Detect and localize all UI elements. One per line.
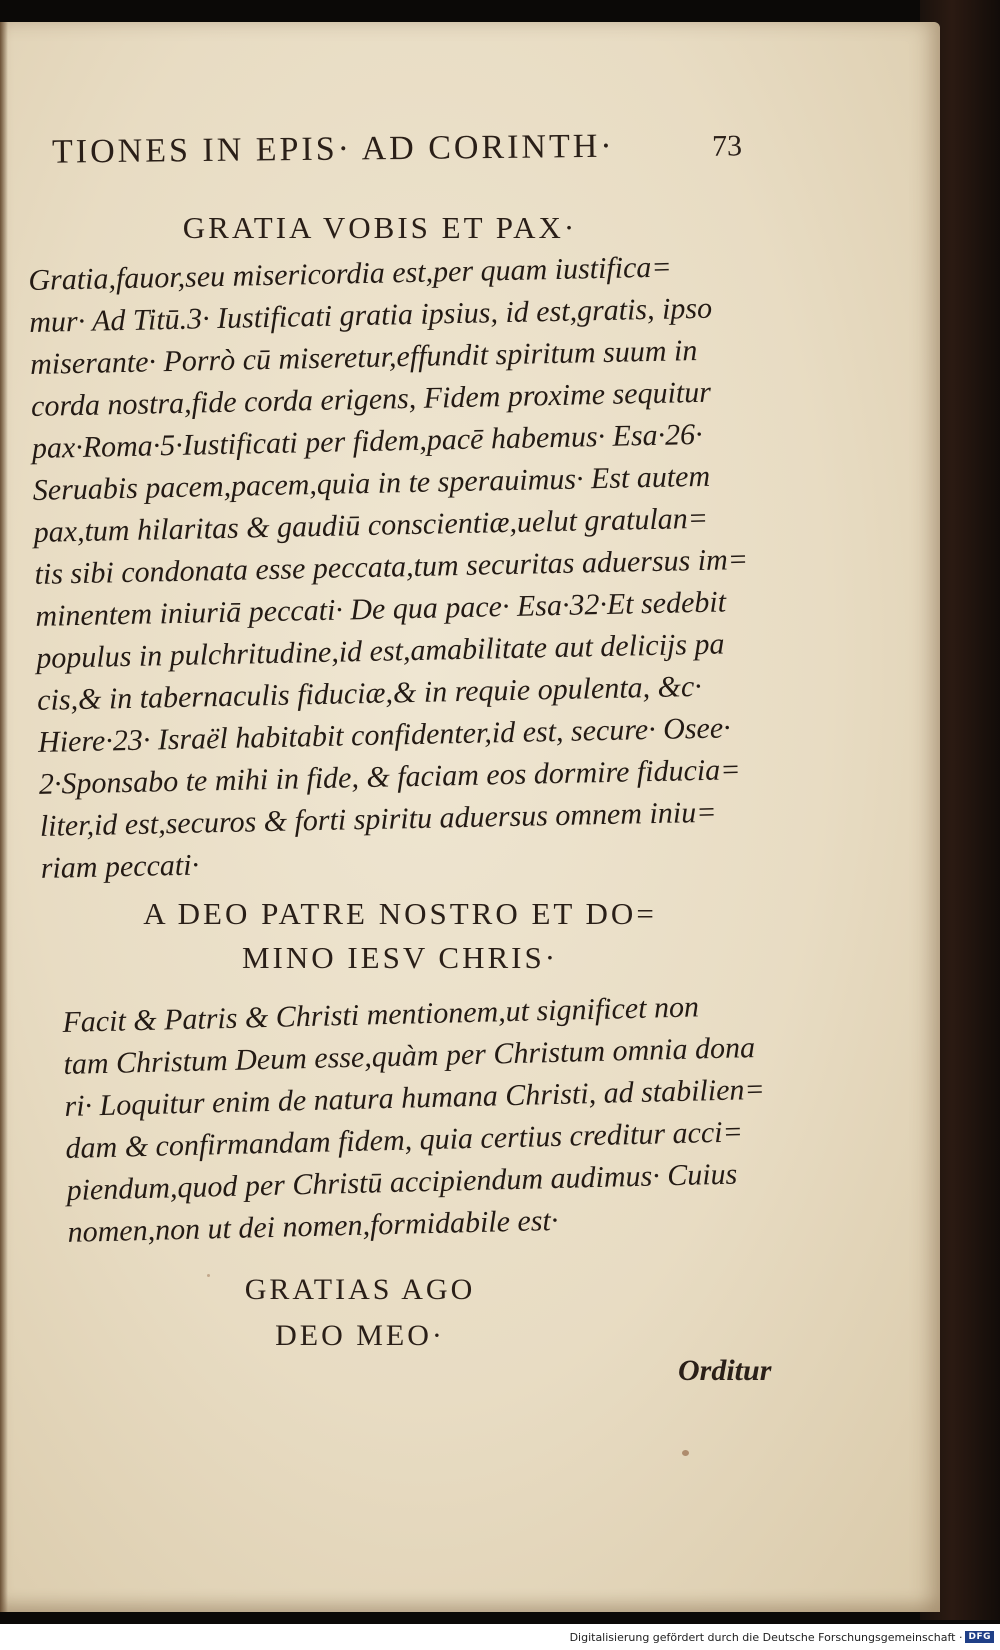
dfg-logo: DFG [965, 1631, 994, 1643]
heading-line: A DEO PATRE NOSTRO ET DO= [143, 896, 657, 931]
section-heading-a-deo [70, 892, 730, 980]
text-line: tam Christum Deum esse,quàm per Christum omnia dona [63, 1031, 756, 1081]
text-line: corda nostra,fide corda erigens, Fidem proxime sequitur [30, 375, 712, 423]
text-line: populus in pulchritudine,id est,amabilitate aut delicijs pa [36, 627, 725, 675]
paper-stain [682, 1450, 689, 1456]
text-line: Gratia,fauor,seu misericordia est,per quam iustifica= [28, 250, 672, 297]
section-heading-gratias [120, 1267, 600, 1359]
text-line: Seruabis pacem,pacem,quia in te sperauimus· Est autem [32, 459, 711, 507]
text-line: miserante· Porrò cū miseretur,effundit spiritum suum in [29, 334, 698, 381]
text-line: riam peccati· [40, 848, 200, 885]
heading-line: DEO MEO· [275, 1319, 445, 1352]
text-line: pax,tum hilaritas & gaudiū conscientiæ,uelut gratulan= [33, 501, 709, 549]
digitization-credit-bar [0, 1624, 1000, 1650]
text-line: ri· Loquitur enim de natura humana Christi, ad stabilien= [64, 1072, 766, 1123]
text-line: mur· Ad Titū.3· Iustificati gratia ipsius, id est,gratis, ipso [28, 291, 713, 339]
text-line: piendum,quod per Christū accipiendum audimus· Cuius [66, 1157, 738, 1207]
heading-line: MINO IESV CHRIS· [241, 940, 559, 975]
text-line: cis,& in tabernaculis fiduciæ,& in requie opulenta, &c· [36, 669, 703, 717]
running-head [52, 126, 742, 171]
text-line: minentem iniuriā peccati· De qua pace· Esa·32·Et sedebit [35, 585, 727, 633]
text-line: pax·Roma·5·Iustificati per fidem,pacē habemus· Esa·26· [31, 417, 703, 465]
book-page [0, 22, 940, 1612]
text-line: tis sibi condonata esse peccata,tum securitas aduersus im= [34, 542, 749, 591]
text-line: dam & confirmandam fidem, quia certius creditur acci= [65, 1115, 744, 1165]
text-line: Hiere·23· Israël habitabit confidenter,id est, secure· Osee· [37, 711, 731, 759]
running-head-title: TIONES IN EPIS· AD CORINTH· [51, 127, 615, 171]
text-line: liter,id est,securos & forti spiritu aduersus omnem iniu= [39, 795, 717, 843]
paper-stain [207, 1274, 210, 1277]
page-number: 73 [711, 129, 743, 163]
text-line: nomen,non ut dei nomen,formidabile est· [67, 1203, 559, 1249]
text-line: 2·Sponsabo te mihi in fide, & faciam eos dormire fiducia= [38, 753, 741, 801]
heading-line: GRATIAS AGO [244, 1273, 476, 1306]
section-heading-gratia [60, 210, 700, 246]
text-line: Facit & Patris & Christi mentionem,ut significet non [62, 990, 700, 1039]
credit-text: Digitalisierung gefördert durch die Deutsche Forschungsgemeinschaft · [569, 1630, 963, 1644]
paragraph-gratia [28, 245, 755, 890]
heading-line: GRATIA VOBIS ET PAX· [182, 210, 578, 245]
paragraph-facit [62, 985, 768, 1254]
catchword: Orditur [678, 1354, 772, 1387]
